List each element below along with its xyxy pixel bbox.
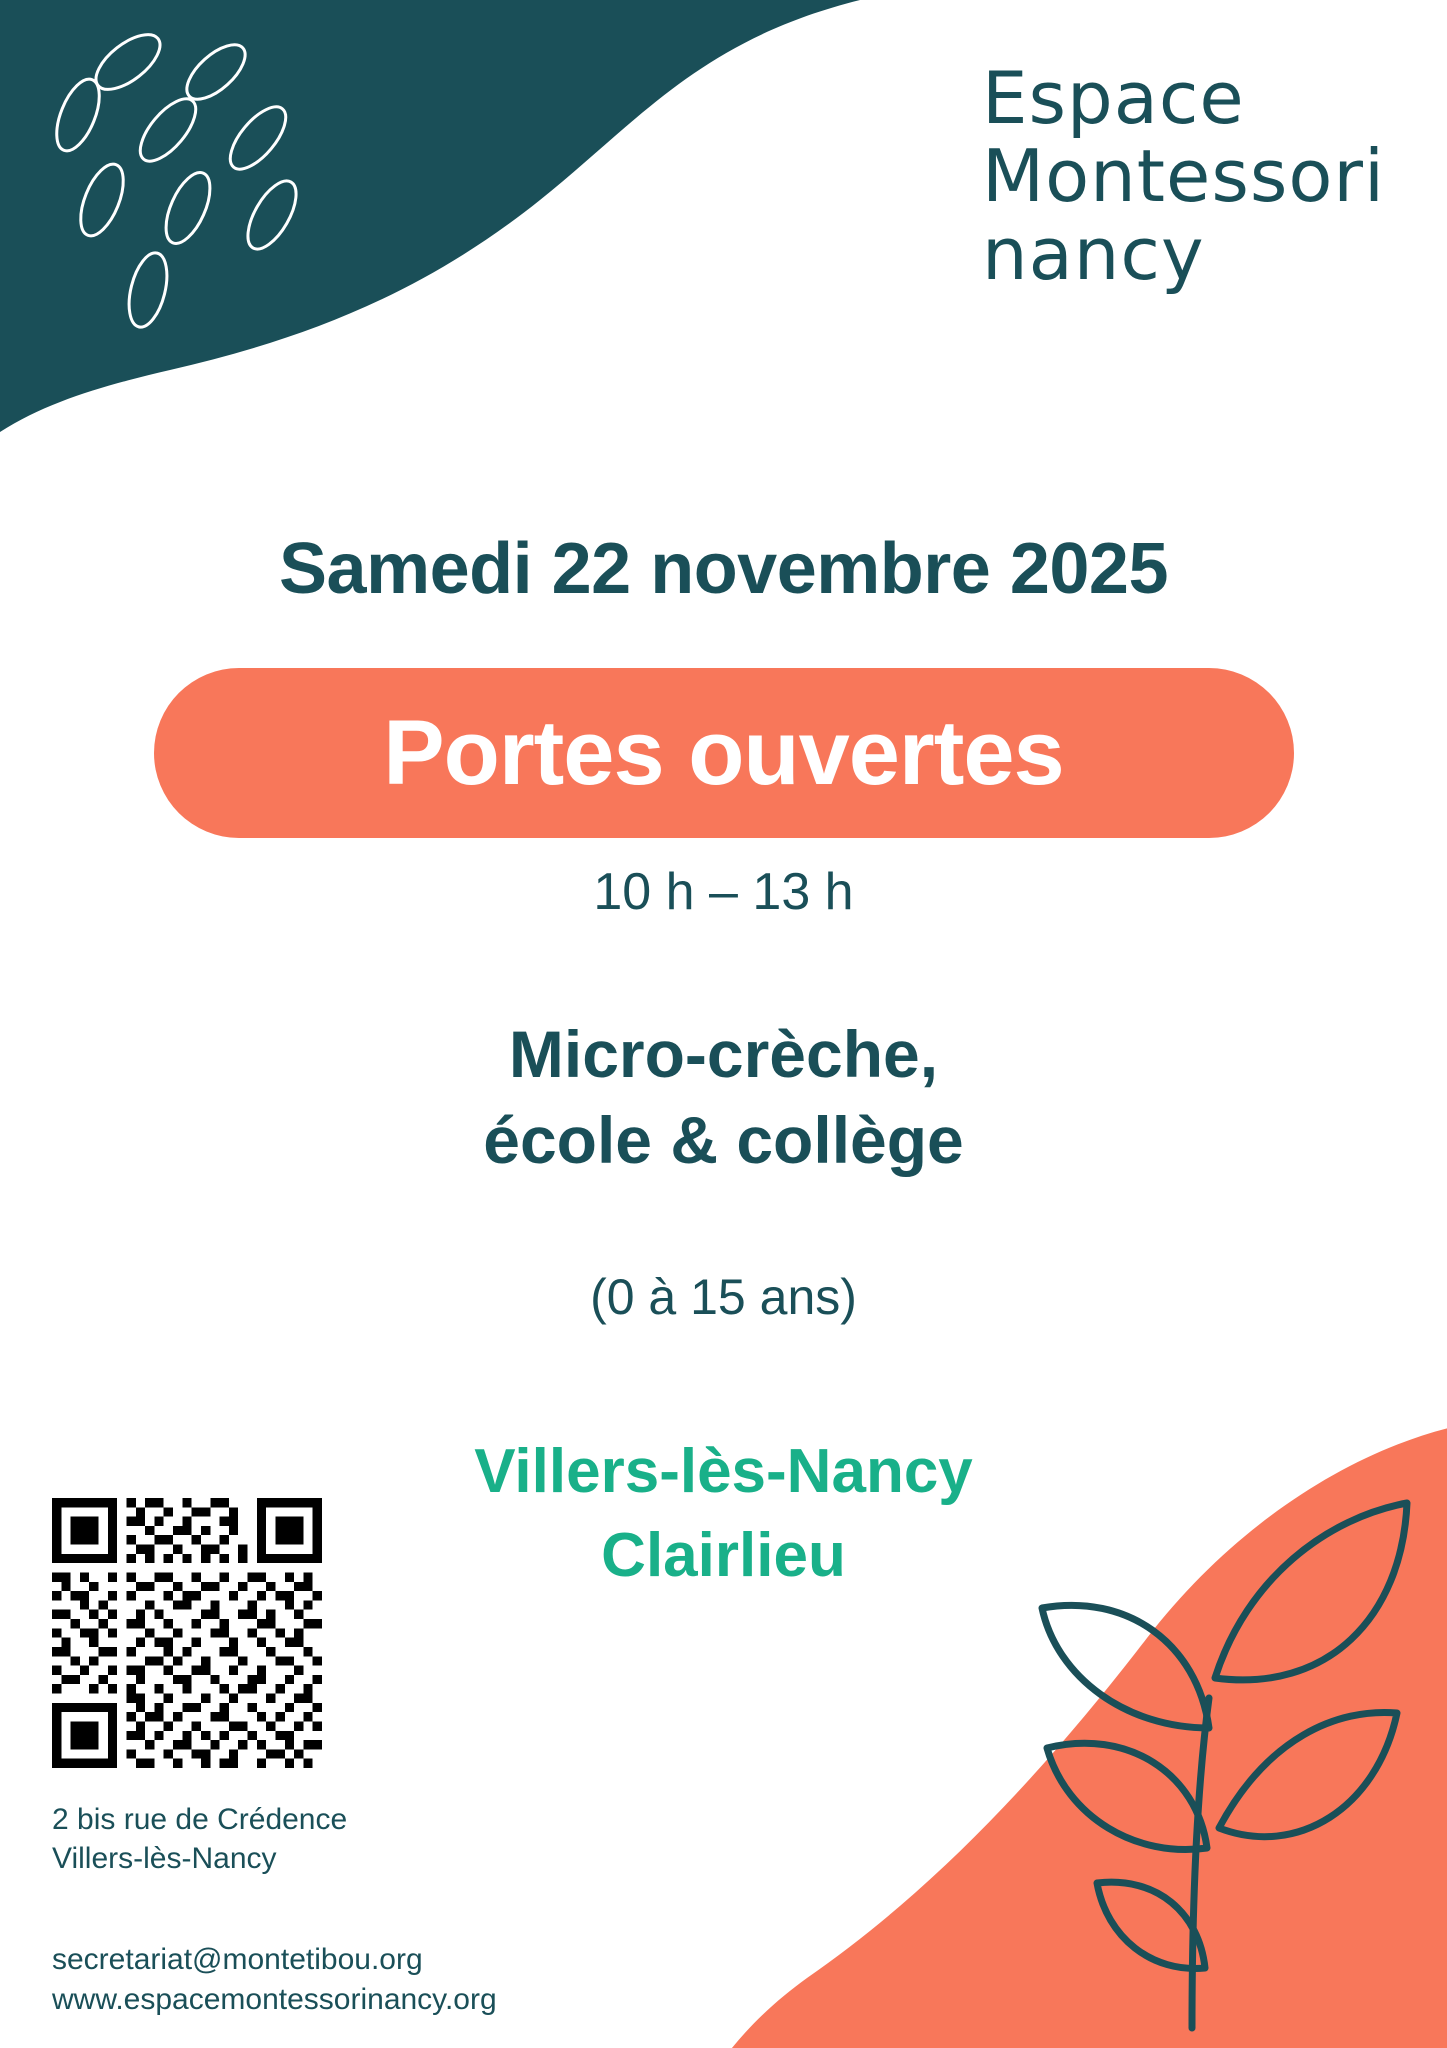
logo bbox=[981, 56, 1385, 296]
qr-code-icon[interactable] bbox=[52, 1498, 322, 1768]
seed-decoration-icon bbox=[20, 10, 340, 370]
poster-hours: 10 h – 13 h bbox=[593, 863, 854, 921]
poster-levels bbox=[0, 1012, 1447, 1184]
levels-line-1: Micro-crèche, bbox=[508, 1017, 939, 1091]
poster-date: Samedi 22 novembre 2025 bbox=[279, 529, 1168, 609]
logo-line-2: Montessori bbox=[981, 134, 1385, 218]
contact-block bbox=[52, 1940, 497, 2019]
city-line-1: Villers-lès-Nancy bbox=[474, 1437, 973, 1506]
city-line-2: Clairlieu bbox=[601, 1520, 846, 1590]
headline-pill bbox=[154, 668, 1294, 838]
logo-line-3: nancy bbox=[981, 212, 1205, 296]
contact-email[interactable]: secretariat@montetibou.org bbox=[52, 1943, 423, 1976]
address-line-1: 2 bis rue de Crédence bbox=[52, 1803, 348, 1836]
levels-line-2: école & collège bbox=[483, 1102, 964, 1177]
logo-line-1: Espace bbox=[981, 56, 1245, 140]
contact-website[interactable]: www.espacemontessorinancy.org bbox=[52, 1982, 497, 2016]
headline-text: Portes ouvertes bbox=[383, 701, 1064, 804]
address-line-2: Villers-lès-Nancy bbox=[52, 1842, 277, 1875]
address-block bbox=[52, 1800, 347, 1878]
poster-ages: (0 à 15 ans) bbox=[590, 1269, 857, 1325]
